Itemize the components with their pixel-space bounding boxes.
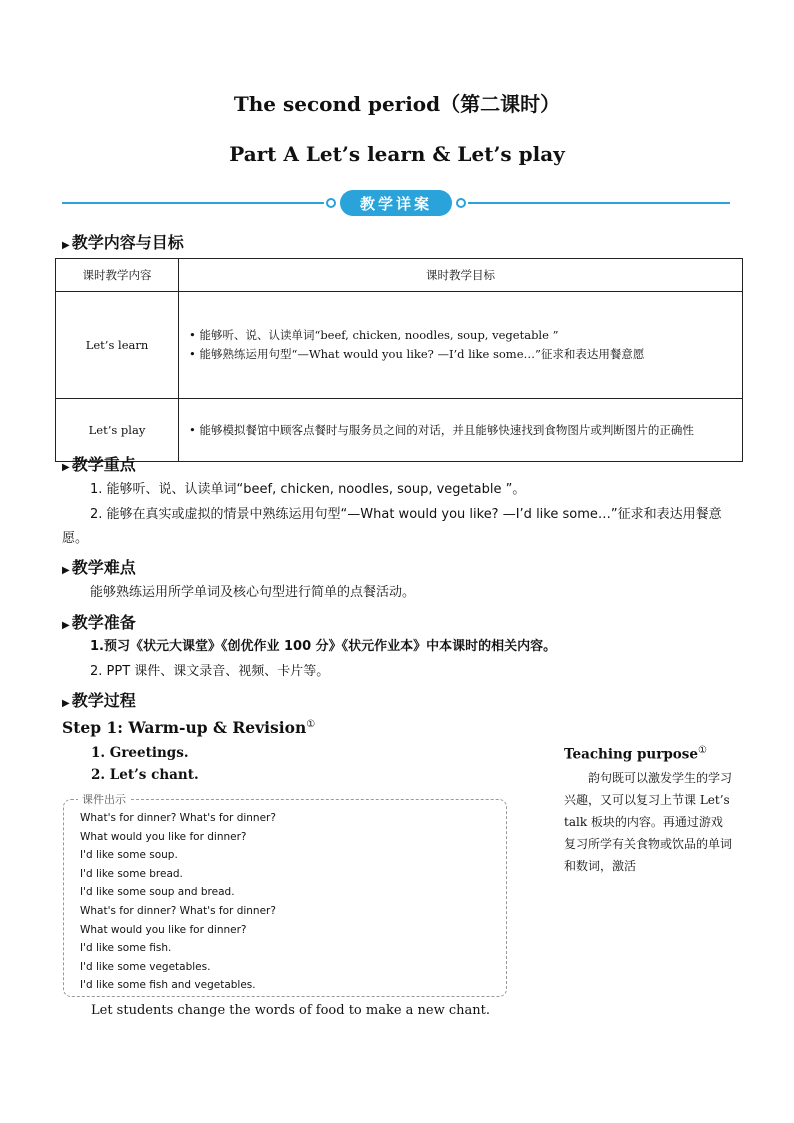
bullet-triangle-icon: ▶	[62, 240, 70, 251]
table-cell-goals	[179, 292, 743, 399]
heading-process: ▶ 教学过程	[62, 691, 136, 710]
chant-line: What would you like for dinner?	[80, 923, 247, 936]
key-point-1: 1. 能够听、说、认读单词“beef, chicken, noodles, soup, vegetable ”。	[90, 482, 526, 497]
table-row	[56, 292, 743, 399]
chant-line: I'd like some fish.	[80, 942, 172, 955]
chant-line: I'd like some fish and vegetables.	[80, 979, 256, 992]
table-row	[56, 399, 743, 462]
bullet-triangle-icon: ▶	[62, 462, 70, 473]
teaching-purpose-text: 韵句既可以激发学生的学习兴趣，又可以复习上节课 Let’s talk 板块的内容。再通过游戏复习所学有关食物或饮品的单词和数词，激活	[564, 770, 733, 873]
teaching-purpose-title: Teaching purpose①	[564, 745, 707, 763]
footnote-mark: ①	[697, 745, 707, 756]
step1-item-1: 1. Greetings.	[91, 745, 189, 761]
table-header-goals: 课时教学目标	[179, 259, 743, 292]
heading-key-points: ▶ 教学重点	[62, 455, 136, 474]
banner-dot-left	[326, 198, 336, 208]
chant-line: I'd like some vegetables.	[80, 960, 211, 973]
chant-line: I'd like some soup and bread.	[80, 886, 235, 899]
goal-item: • 能够听、说、认读单词“beef, chicken, noodles, soup, vegetable ”	[189, 328, 559, 342]
step1-note: Let students change the words of food to make a new chant.	[91, 1003, 491, 1018]
courseware-box	[63, 793, 507, 997]
chant-line: I'd like some soup.	[80, 849, 178, 862]
heading-difficulties: ▶ 教学难点	[62, 558, 136, 577]
banner-line-left	[62, 202, 324, 204]
table-cell-content: Let’s play	[56, 399, 179, 462]
lesson-title: The second period（第二课时）	[233, 92, 561, 116]
preparation-2: 2. PPT 课件、课文录音、视频、卡片等。	[90, 664, 330, 679]
teaching-purpose-sidebar	[564, 745, 732, 877]
chant-line: What would you like for dinner?	[80, 830, 247, 843]
banner-dot-right	[456, 198, 466, 208]
key-point-2: 2. 能够在真实或虚拟的情景中熟练运用句型“—What would you like? —I’d like some…”征求和表达用餐意愿。	[62, 507, 722, 546]
table-cell-goals	[179, 399, 743, 462]
bullet-triangle-icon: ▶	[62, 565, 70, 576]
difficulty-text: 能够熟练运用所学单词及核心句型进行简单的点餐活动。	[90, 585, 416, 600]
courseware-label: 课件出示	[78, 791, 130, 807]
banner-label: 教学详案	[340, 190, 452, 216]
bullet-triangle-icon: ▶	[62, 698, 70, 709]
section-banner	[62, 190, 730, 216]
chant-line: What's for dinner? What's for dinner?	[80, 812, 276, 824]
lesson-subtitle: Part A Let’s learn & Let’s play	[229, 142, 565, 166]
banner-line-right	[468, 202, 730, 204]
heading-content-goals: ▶ 教学内容与目标	[62, 233, 184, 252]
heading-preparation: ▶ 教学准备	[62, 613, 136, 632]
chant-line: I'd like some bread.	[80, 867, 183, 880]
bullet-triangle-icon: ▶	[62, 620, 70, 631]
chant-line: What's for dinner? What's for dinner?	[80, 904, 276, 917]
table-header-content: 课时教学内容	[56, 259, 179, 292]
goal-item: • 能够熟练运用句型“—What would you like? —I’d like some…”征求和表达用餐意愿	[189, 347, 645, 361]
preparation-1: 1.预习《状元大课堂》《创优作业 100 分》《状元作业本》中本课时的相关内容。	[90, 639, 557, 654]
goal-item: • 能够模拟餐馆中顾客点餐时与服务员之间的对话，并且能够快速找到食物图片或判断图片的正确性	[189, 422, 694, 437]
table-header-row	[56, 259, 743, 292]
table-cell-content: Let’s learn	[56, 292, 179, 399]
step1-item-2: 2. Let’s chant.	[91, 767, 199, 783]
step1-title: Step 1: Warm-up & Revision①	[62, 718, 316, 737]
footnote-mark: ①	[306, 718, 316, 730]
goals-table	[55, 258, 743, 462]
chant-lines	[64, 800, 506, 995]
